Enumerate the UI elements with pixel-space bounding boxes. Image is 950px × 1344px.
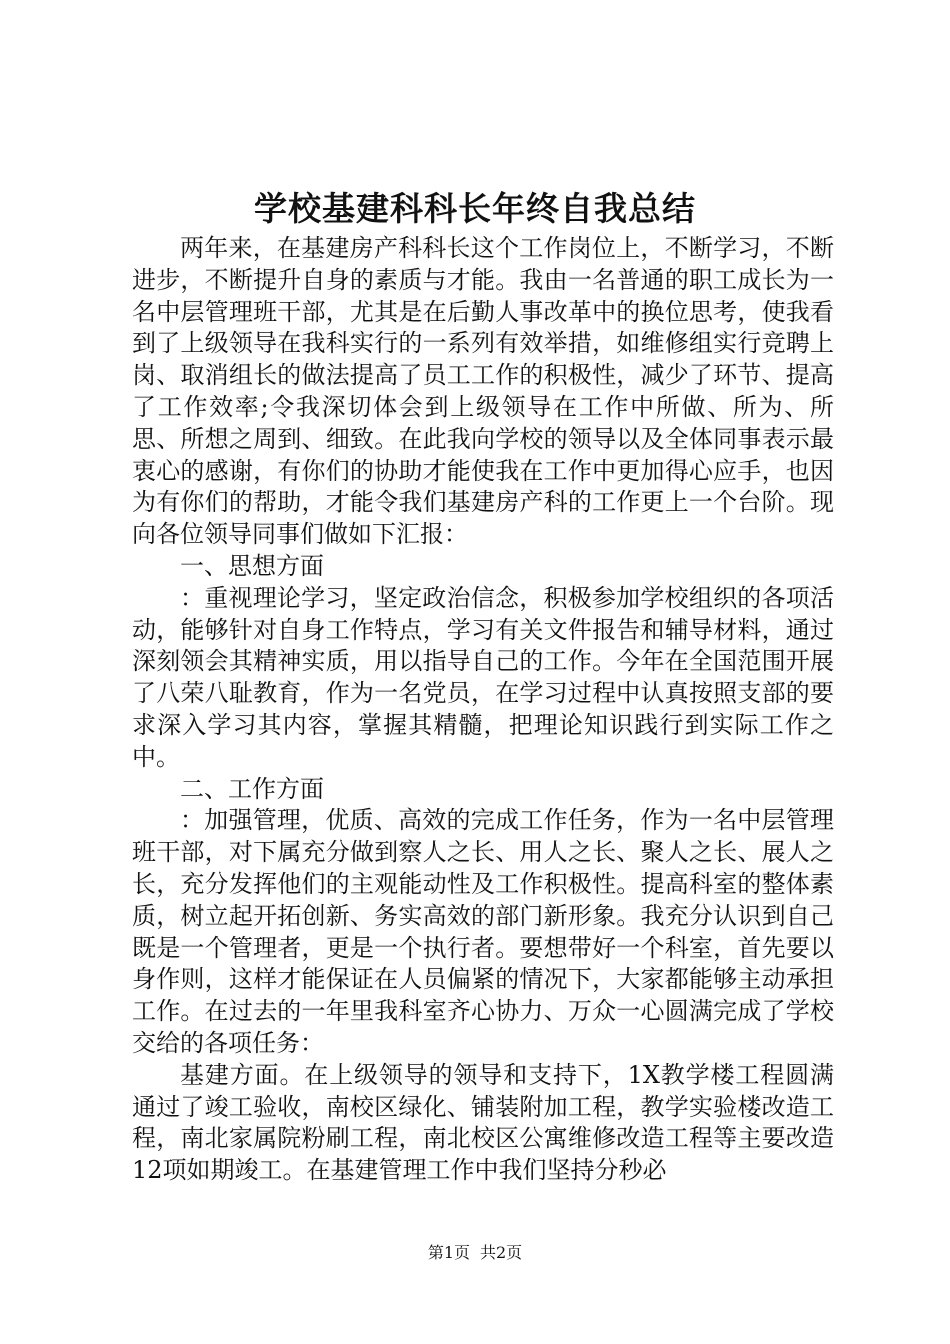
section-heading: 一、思想方面 (180, 551, 324, 580)
body-paragraph: ：加强管理，优质、高效的完成工作任务，作为一名中层管理班干部，对下属充分做到察人之长、用人之长、聚人之长、展人之长，充分发挥他们的主观能动性及工作积极性。提高科室的整体素质，树立起开拓创新、务实高效的部门新形象。我充分认识到自己既是一个管理者，更是一个执行者。要想带好一个科室，首先要以身作则，这样才能保证在人员偏紧的情况下，大家都能够主动承担工作。在过去的一年里我科室齐心协力、万众一心圆满完成了学校交给的各项任务： (132, 806, 834, 1057)
page-number: 第1页 (427, 1243, 470, 1262)
body-paragraph: 两年来，在基建房产科科长这个工作岗位上，不断学习，不断进步，不断提升自身的素质与才能。我由一名普通的职工成长为一名中层管理班干部，尤其是在后勤人事改革中的换位思考，使我看到了上级领导在我科实行的一系列有效举措，如维修组实行竞聘上岗、取消组长的做法提高了员工工作的积极性，减少了环节、提高了工作效率;令我深切体会到上级领导在工作中所做、所为、所思、所想之周到、细致。在此我向学校的领导以及全体同事表示最衷心的感谢，有你们的协助才能使我在工作中更加得心应手，也因为有你们的帮助，才能令我们基建房产科的工作更上一个台阶。现向各位领导同事们做如下汇报： (132, 234, 834, 549)
section-heading: 二、工作方面 (180, 774, 324, 803)
body-paragraph: ：重视理论学习，坚定政治信念，积极参加学校组织的各项活动，能够针对自身工作特点，学习有关文件报告和辅导材料，通过深刻领会其精神实质，用以指导自己的工作。今年在全国范围开展了八荣八耻教育，作为一名党员，在学习过程中认真按照支部的要求深入学习其内容，掌握其精髓，把理论知识践行到实际工作之中。 (132, 583, 834, 771)
document-title: 学校基建科科长年终自我总结 (254, 189, 696, 228)
page-footer (0, 1242, 950, 1264)
document-body (132, 233, 834, 1187)
page-total: 共2页 (480, 1243, 523, 1262)
body-paragraph: 基建方面。在上级领导的领导和支持下，1X教学楼工程圆满通过了竣工验收，南校区绿化、铺装附加工程，教学实验楼改造工程，南北家属院粉刷工程，南北校区公寓维修改造工程等主要改造12项如期竣工。在基建管理工作中我们坚持分秒必 (132, 1060, 834, 1185)
